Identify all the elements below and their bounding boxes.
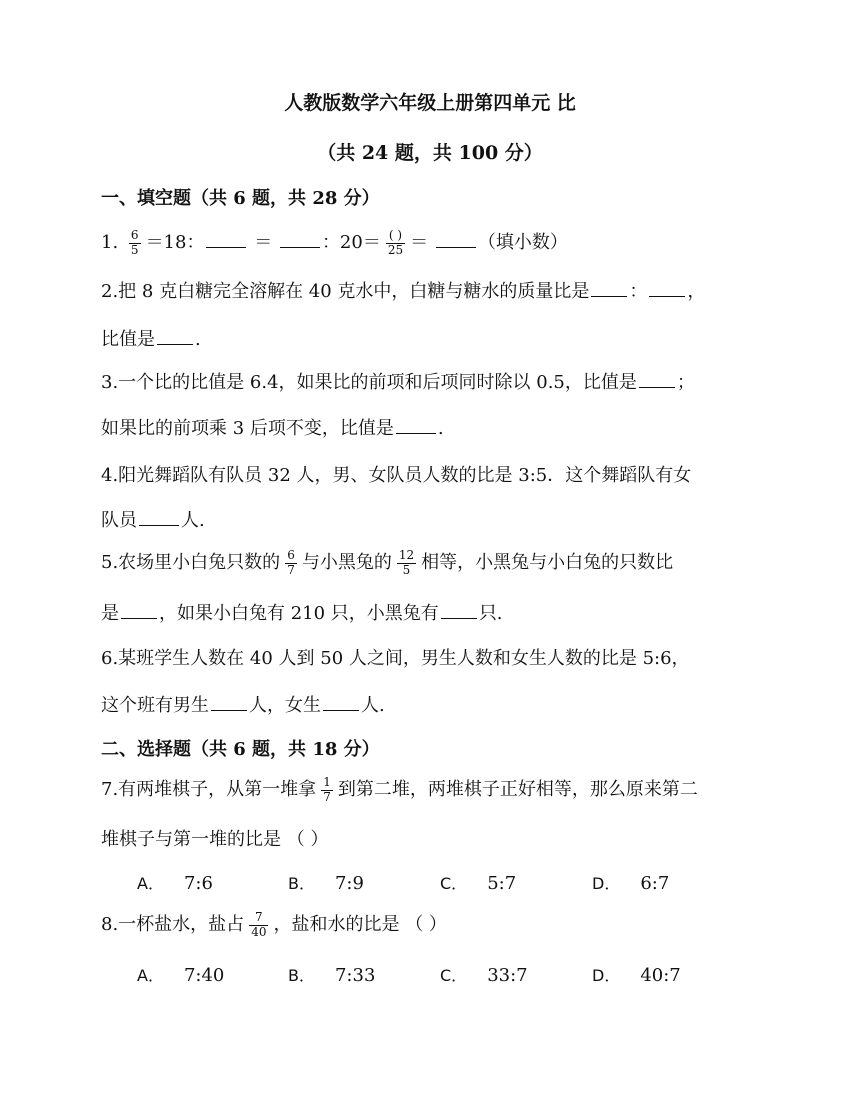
question-3-line-1: 3.一个比的比值是 6.4，如果比的前项和后项同时除以 0.5，比值是 ； [101, 368, 695, 394]
fraction: $\frac{7}{40}$ [251, 910, 267, 939]
answer-blank[interactable] [280, 229, 320, 248]
section-heading-fill-blank: 一、填空题（共 6 题，共 28 分） [101, 188, 380, 209]
option-b[interactable]: B． 7:33 [288, 965, 376, 986]
answer-blank[interactable] [649, 278, 685, 297]
option-a[interactable]: A． 7:6 [137, 873, 213, 894]
question-2-line-2: 比值是 . [101, 325, 201, 351]
answer-blank[interactable] [323, 692, 359, 711]
question-3-line-2: 如果比的前项乘 3 后项不变，比值是 . [101, 414, 444, 440]
answer-blank[interactable] [139, 507, 179, 526]
option-d[interactable]: D． 6:7 [592, 873, 670, 894]
question-4-line-2: 队员 人. [101, 506, 205, 532]
option-b[interactable]: B． 7:9 [288, 873, 364, 894]
question-6-line-2: 这个班有男生 人，女生 人. [101, 691, 385, 717]
answer-blank[interactable] [206, 229, 246, 248]
answer-blank[interactable] [639, 369, 675, 388]
page-title: 人教版数学六年级上册第四单元 比 [284, 92, 576, 114]
question-6-line-1: 6.某班学生人数在 40 人到 50 人之间，男生人数和女生人数的比是 5:6， [101, 648, 690, 669]
question-1: 1. $\frac{6}{5}$ ＝18： ＝ ：20＝ $\frac{( )}{25}$ ＝ （填小数） [101, 228, 568, 257]
page-subtitle: （共 24 题，共 100 分） [317, 142, 543, 164]
question-8-line-1: 8.一杯盐水，盐占 $\frac{7}{40}$ ，盐和水的比是 （ ） [101, 910, 447, 939]
question-7-line-2: 堆棋子与第一堆的比是 （ ） [101, 829, 329, 850]
answer-blank[interactable] [157, 326, 193, 345]
option-c[interactable]: C． 5:7 [440, 873, 517, 894]
option-a[interactable]: A． 7:40 [137, 965, 225, 986]
question-4-line-1: 4.阳光舞蹈队有队员 32 人，男、女队员人数的比是 3:5．这个舞蹈队有女 [101, 465, 692, 486]
question-5-line-2: 是 ，如果小白兔有 210 只，小黑兔有 只. [101, 599, 503, 625]
fraction: $\frac{6}{7}$ [287, 548, 295, 577]
answer-blank[interactable] [211, 692, 247, 711]
fraction: $\frac{( )}{25}$ [387, 228, 404, 257]
answer-blank[interactable] [121, 600, 157, 619]
question-7-line-1: 7.有两堆棋子，从第一堆拿 $\frac{1}{7}$ 到第二堆，两堆棋子正好相等，那么原来第二 [101, 775, 698, 804]
option-d[interactable]: D． 40:7 [592, 965, 681, 986]
fraction: $\frac{6}{5}$ [130, 228, 139, 257]
answer-blank[interactable] [591, 278, 627, 297]
section-heading-multiple-choice: 二、选择题（共 6 题，共 18 分） [101, 739, 380, 760]
fraction: $\frac{1}{7}$ [323, 775, 331, 804]
question-number: 1. [101, 232, 119, 253]
question-2-line-1: 2.把 8 克白糖完全溶解在 40 克水中，白糖与糖水的质量比是 ： ， [101, 277, 705, 303]
fraction: $\frac{12}{5}$ [398, 548, 415, 577]
option-c[interactable]: C． 33:7 [440, 965, 528, 986]
question-5-line-1: 5.农场里小白兔只数的 $\frac{6}{7}$ 与小黑兔的 $\frac{12}{5}$ 相等，小黑兔与小白兔的只数比 [101, 548, 674, 577]
answer-blank[interactable] [436, 229, 476, 248]
answer-blank[interactable] [396, 415, 436, 434]
answer-blank[interactable] [441, 600, 477, 619]
